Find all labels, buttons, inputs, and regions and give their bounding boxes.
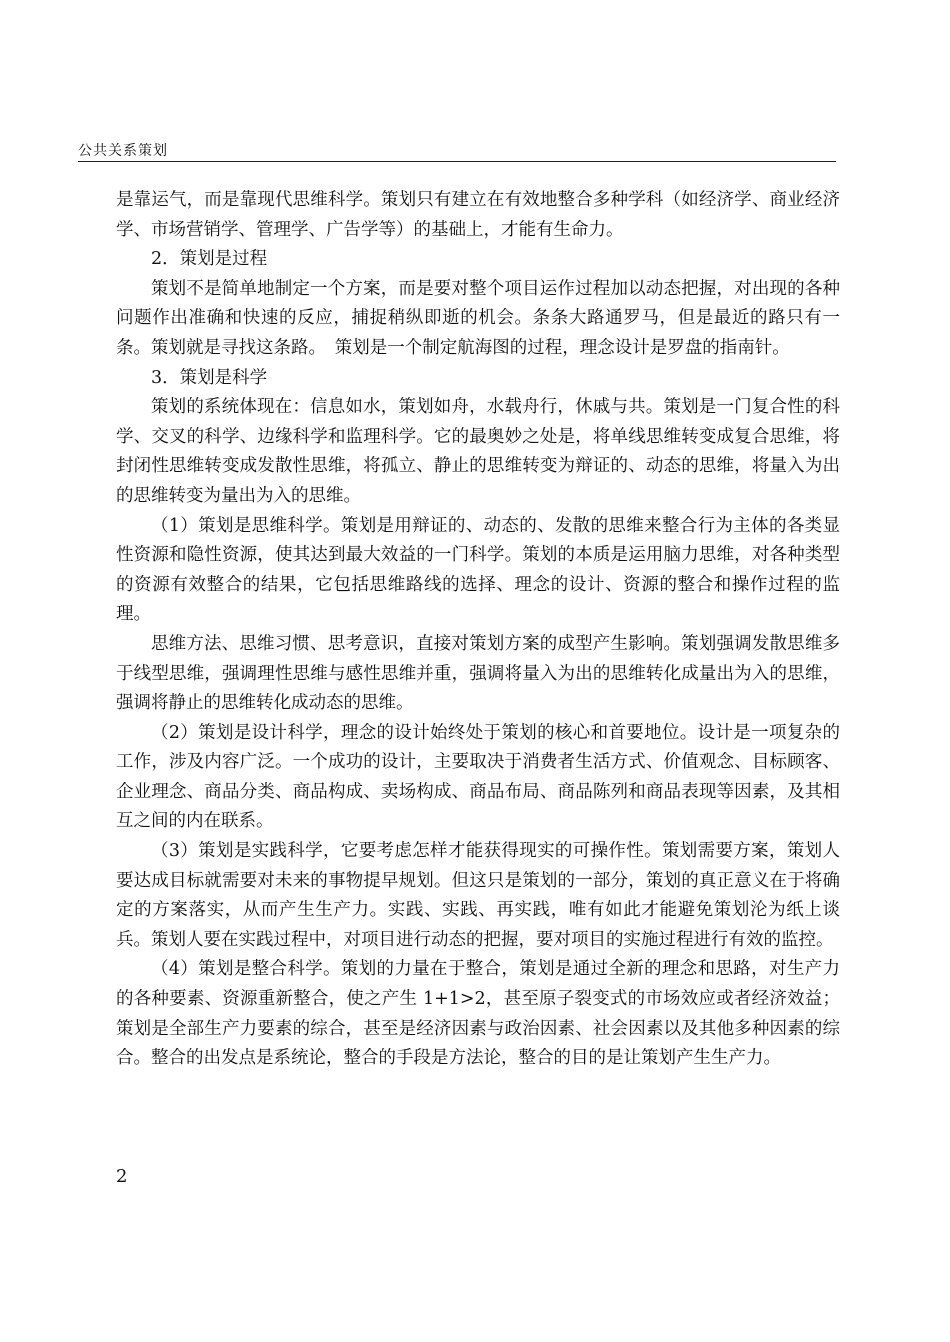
paragraph: （4）策划是整合科学。策划的力量在于整合，策划是通过全新的理念和思路，对生产力的各种要素、资源重新整合，使之产生 1+1>2，甚至原子裂变式的市场效应或者经济效益；策划是全部生产力要素的综合，甚至是经济因素与政治因素、社会因素以及其他多种因素的综合。整合的出发点是系统论，整合的手段是方法论，整合的目的是让策划产生生产力。 xyxy=(116,959,840,1069)
paragraph: 思维方法、思维习惯、思考意识，直接对策划方案的成型产生影响。策划强调发散思维多于线型思维，强调理性思维与感性思维并重，强调将量入为出的思维转化成量出为入的思维，强调将静止的思维转化成动态的思维。 xyxy=(116,633,840,714)
paragraph: 是靠运气，而是靠现代思维科学。策划只有建立在有效地整合多种学科（如经济学、商业经济学、市场营销学、管理学、广告学等）的基础上，才能有生命力。 xyxy=(116,190,840,240)
header-title: 公共关系策划 xyxy=(78,143,168,159)
paragraph: 策划不是简单地制定一个方案，而是要对整个项目运作过程加以动态把握，对出现的各种问题作出准确和快速的反应，捕捉稍纵即逝的机会。条条大路通罗马，但是最近的路只有一条。策划就是寻找这条路。 策划是一个制定航海图的过程，理念设计是罗盘的指南针。 xyxy=(116,278,840,358)
paragraph: （2）策划是设计科学，理念的设计始终处于策划的核心和首要地位。设计是一项复杂的工作，涉及内容广泛。一个成功的设计，主要取决于消费者生活方式、价值观念、目标顾客、企业理念、商品分类、商品构成、卖场构成、商品布局、商品陈列和商品表现等因素，及其相互之间的内在联系。 xyxy=(116,722,840,832)
section-heading: 2．策划是过程 xyxy=(151,249,268,270)
body-text xyxy=(116,186,840,1074)
page-number: 2 xyxy=(116,1166,128,1187)
paragraph: （3）策划是实践科学，它要考虑怎样才能获得现实的可操作性。策划需要方案，策划人要达成目标就需要对未来的事物提早规划。但这只是策划的一部分，策划的真正意义在于将确定的方案落实，从而产生生产力。实践、实践、再实践，唯有如此才能避免策划沦为纸上谈兵。策划人要在实践过程中，对项目进行动态的把握，要对项目的实施过程进行有效的监控。 xyxy=(116,841,840,950)
running-header xyxy=(78,143,836,162)
paragraph: （1）策划是思维科学。策划是用辩证的、动态的、发散的思维来整合行为主体的各类显性资源和隐性资源，使其达到最大效益的一门科学。策划的本质是运用脑力思维，对各种类型的资源有效整合的结果，它包括思维路线的选择、理念的设计、资源的整合和操作过程的监理。 xyxy=(116,515,840,625)
paragraph: 策划的系统体现在：信息如水，策划如舟，水载舟行，休戚与共。策划是一门复合性的科学、交叉的科学、边缘科学和监理科学。它的最奥妙之处是，将单线思维转变成复合思维，将封闭性思维转变成发散性思维，将孤立、静止的思维转变为辩证的、动态的思维，将量入为出的思维转变为量出为入的思维。 xyxy=(116,397,840,506)
section-heading: 3．策划是科学 xyxy=(151,367,268,388)
